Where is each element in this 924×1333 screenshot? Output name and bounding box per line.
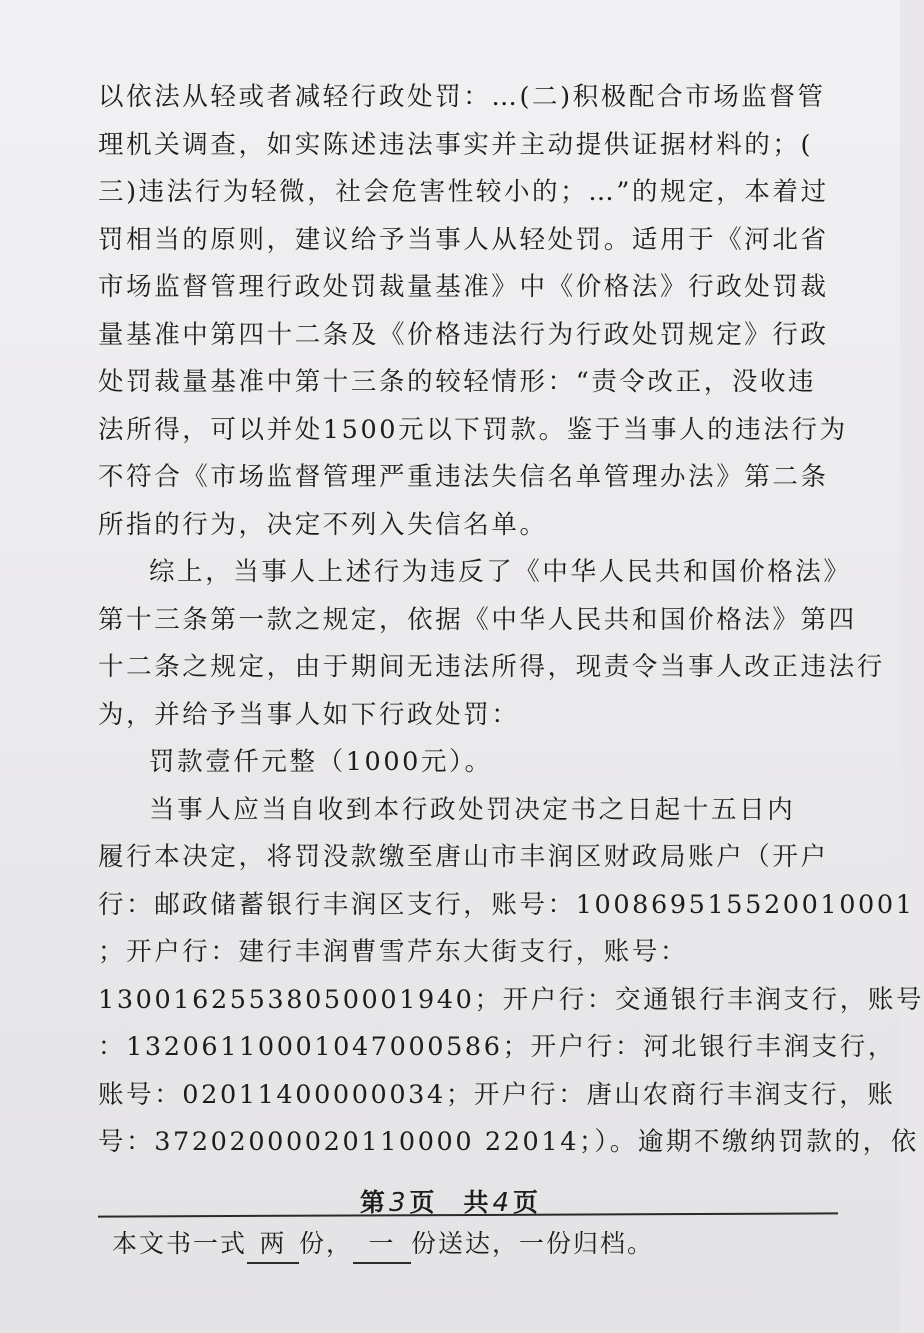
copies-text-middle: 份， <box>299 1229 354 1258</box>
page-number-prefix: 第 <box>359 1188 387 1217</box>
text-line: 十二条之规定，由于期间无违法所得，现责令当事人改正违法行 <box>98 652 885 682</box>
text-line: ；开户行：建行丰润曹雪芹东大街支行，账号： <box>98 937 689 967</box>
copies-count: 两 <box>247 1226 299 1264</box>
text-line: 处罚裁量基准中第十三条的较轻情形：“责令改正，没收违 <box>98 367 817 397</box>
page-number-current: 3 <box>388 1188 408 1218</box>
text-line: 第十三条第一款之规定，依据《中华人民共和国价格法》第四 <box>98 604 857 635</box>
text-line: 不符合《市场监督管理严重违法失信名单管理办法》第二条 <box>98 462 829 492</box>
page-number-middle: 页 共 <box>409 1188 491 1217</box>
text-line: 账号：02011400000034；开户行：唐山农商行丰润支行，账 <box>98 1079 896 1110</box>
sent-count: 一 <box>353 1226 411 1264</box>
copies-statement <box>112 1222 654 1266</box>
penalty-amount: 罚款壹仟元整（1000元）。 <box>149 747 493 777</box>
text-line: 以依法从轻或者减轻行政处罚：…(二)积极配合市场监督管 <box>98 82 826 112</box>
page-number-total: 4 <box>492 1188 512 1218</box>
page-number-suffix: 页 <box>513 1188 541 1217</box>
text-line: 罚相当的原则，建议给予当事人从轻处罚。适用于《河北省 <box>98 224 829 255</box>
text-line: 三)违法行为轻微，社会危害性较小的；…”的规定，本着过 <box>98 177 829 207</box>
copies-text-end: 份送达，一份归档。 <box>411 1229 655 1258</box>
copies-text-start: 本文书一式 <box>112 1229 248 1258</box>
text-line: 量基准中第四十二条及《价格违法行为行政处罚规定》行政 <box>98 319 829 350</box>
text-line: 法所得，可以并处1500元以下罚款。鉴于当事人的违法行为 <box>98 414 848 445</box>
text-line: 综上，当事人上述行为违反了《中华人民共和国价格法》 <box>149 557 852 587</box>
text-line: 13001625538050001940；开户行：交通银行丰润支行，账号 <box>98 984 924 1015</box>
text-line: 市场监督管理行政处罚裁量基准》中《价格法》行政处罚裁 <box>98 272 829 302</box>
text-line: 号：37202000020110000 22014；）。逾期不缴纳罚款的，依 <box>98 1127 919 1157</box>
text-line: 履行本决定，将罚没款缴至唐山市丰润区财政局账户（开户 <box>98 842 829 872</box>
text-line: 理机关调查，如实陈述违法事实并主动提供证据材料的；( <box>98 129 814 160</box>
text-line: 所指的行为，决定不列入失信名单。 <box>98 509 548 540</box>
text-line: 行：邮政储蓄银行丰润区支行，账号：100869515520010001 <box>98 889 915 920</box>
text-line: 当事人应当自收到本行政处罚决定书之日起十五日内 <box>149 794 796 825</box>
document-body <box>98 74 924 1167</box>
text-line: ：13206110001047000586；开户行：河北银行丰润支行， <box>98 1032 896 1062</box>
text-line: 为，并给予当事人如下行政处罚： <box>98 699 520 730</box>
